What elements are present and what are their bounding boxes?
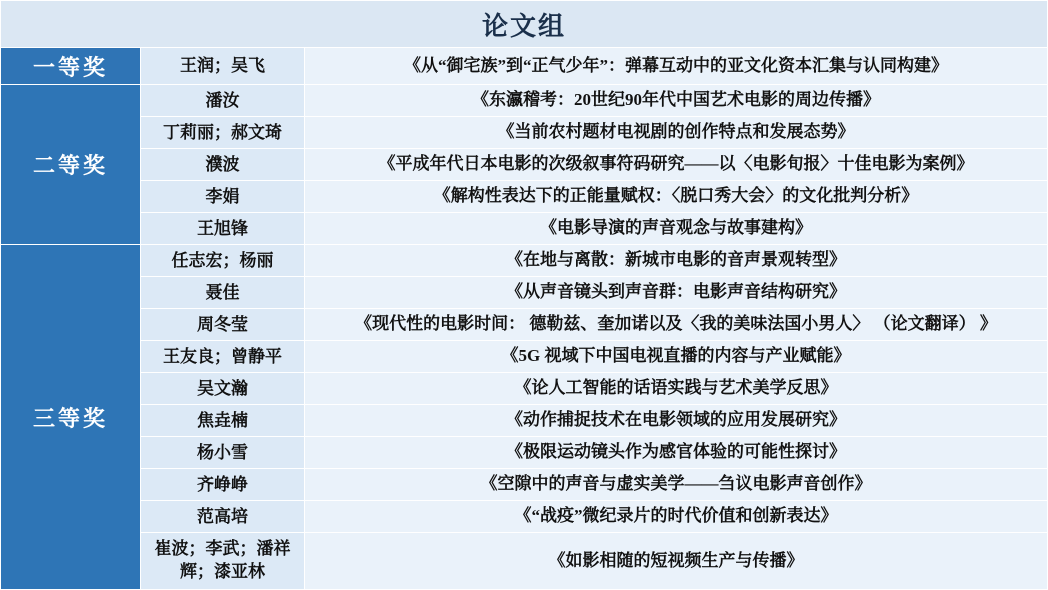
table-row	[1, 48, 1048, 85]
table-row	[1, 277, 1048, 309]
table-row	[1, 309, 1048, 341]
author-cell: 吴文瀚	[141, 373, 305, 405]
table-row	[1, 373, 1048, 405]
table-row	[1, 149, 1048, 181]
author-cell: 王旭锋	[141, 213, 305, 245]
table-row	[1, 213, 1048, 245]
paper-title-cell: 《从“御宅族”到“正气少年”：弹幕互动中的亚文化资本汇集与认同构建》	[305, 48, 1048, 85]
paper-title-cell: 《当前农村题材电视剧的创作特点和发展态势》	[305, 117, 1048, 149]
paper-title-cell: 《如影相随的短视频生产与传播》	[305, 533, 1048, 590]
author-cell: 濮波	[141, 149, 305, 181]
author-cell: 王润；吴飞	[141, 48, 305, 85]
author-cell: 李娟	[141, 181, 305, 213]
table-row	[1, 117, 1048, 149]
author-cell: 丁莉丽；郝文琦	[141, 117, 305, 149]
paper-title-cell: 《现代性的电影时间： 德勒兹、奎加诺以及〈我的美味法国小男人〉 （论文翻译） 》	[305, 309, 1048, 341]
paper-title-cell: 《极限运动镜头作为感官体验的可能性探讨》	[305, 437, 1048, 469]
author-cell: 潘汝	[141, 85, 305, 117]
prize-label-third: 三等奖	[1, 245, 141, 590]
table-row	[1, 181, 1048, 213]
table-row	[1, 405, 1048, 437]
table-title-row	[1, 1, 1048, 48]
paper-title-cell: 《“战疫”微纪录片的时代价值和创新表达》	[305, 501, 1048, 533]
paper-title-cell: 《5G 视域下中国电视直播的内容与产业赋能》	[305, 341, 1048, 373]
author-cell: 齐峥峥	[141, 469, 305, 501]
paper-title-cell: 《在地与离散：新城市电影的音声景观转型》	[305, 245, 1048, 277]
author-cell: 杨小雪	[141, 437, 305, 469]
author-cell: 王友良；曾静平	[141, 341, 305, 373]
prize-label-second: 二等奖	[1, 85, 141, 245]
table-row	[1, 533, 1048, 590]
paper-title-cell: 《从声音镜头到声音群：电影声音结构研究》	[305, 277, 1048, 309]
table-row	[1, 85, 1048, 117]
paper-title-cell: 《动作捕捉技术在电影领域的应用发展研究》	[305, 405, 1048, 437]
paper-title-cell: 《论人工智能的话语实践与艺术美学反思》	[305, 373, 1048, 405]
paper-title-cell: 《东瀛稽考：20世纪90年代中国艺术电影的周边传播》	[305, 85, 1048, 117]
author-cell: 聂佳	[141, 277, 305, 309]
author-cell: 范高培	[141, 501, 305, 533]
author-cell: 崔波；李武；潘祥辉；漆亚林	[141, 533, 305, 590]
table-row	[1, 341, 1048, 373]
paper-title-cell: 《解构性表达下的正能量赋权：〈脱口秀大会〉的文化批判分析》	[305, 181, 1048, 213]
prize-label-first: 一等奖	[1, 48, 141, 85]
table-row	[1, 501, 1048, 533]
author-cell: 任志宏；杨丽	[141, 245, 305, 277]
page-title: 论文组	[1, 1, 1048, 48]
table-row	[1, 437, 1048, 469]
table-row	[1, 245, 1048, 277]
table-row	[1, 469, 1048, 501]
author-cell: 周冬莹	[141, 309, 305, 341]
paper-title-cell: 《电影导演的声音观念与故事建构》	[305, 213, 1048, 245]
author-cell: 焦垚楠	[141, 405, 305, 437]
awards-table-body	[1, 1, 1048, 590]
paper-title-cell: 《空隙中的声音与虚实美学——刍议电影声音创作》	[305, 469, 1048, 501]
paper-title-cell: 《平成年代日本电影的次级叙事符码研究——以〈电影旬报〉十佳电影为案例》	[305, 149, 1048, 181]
